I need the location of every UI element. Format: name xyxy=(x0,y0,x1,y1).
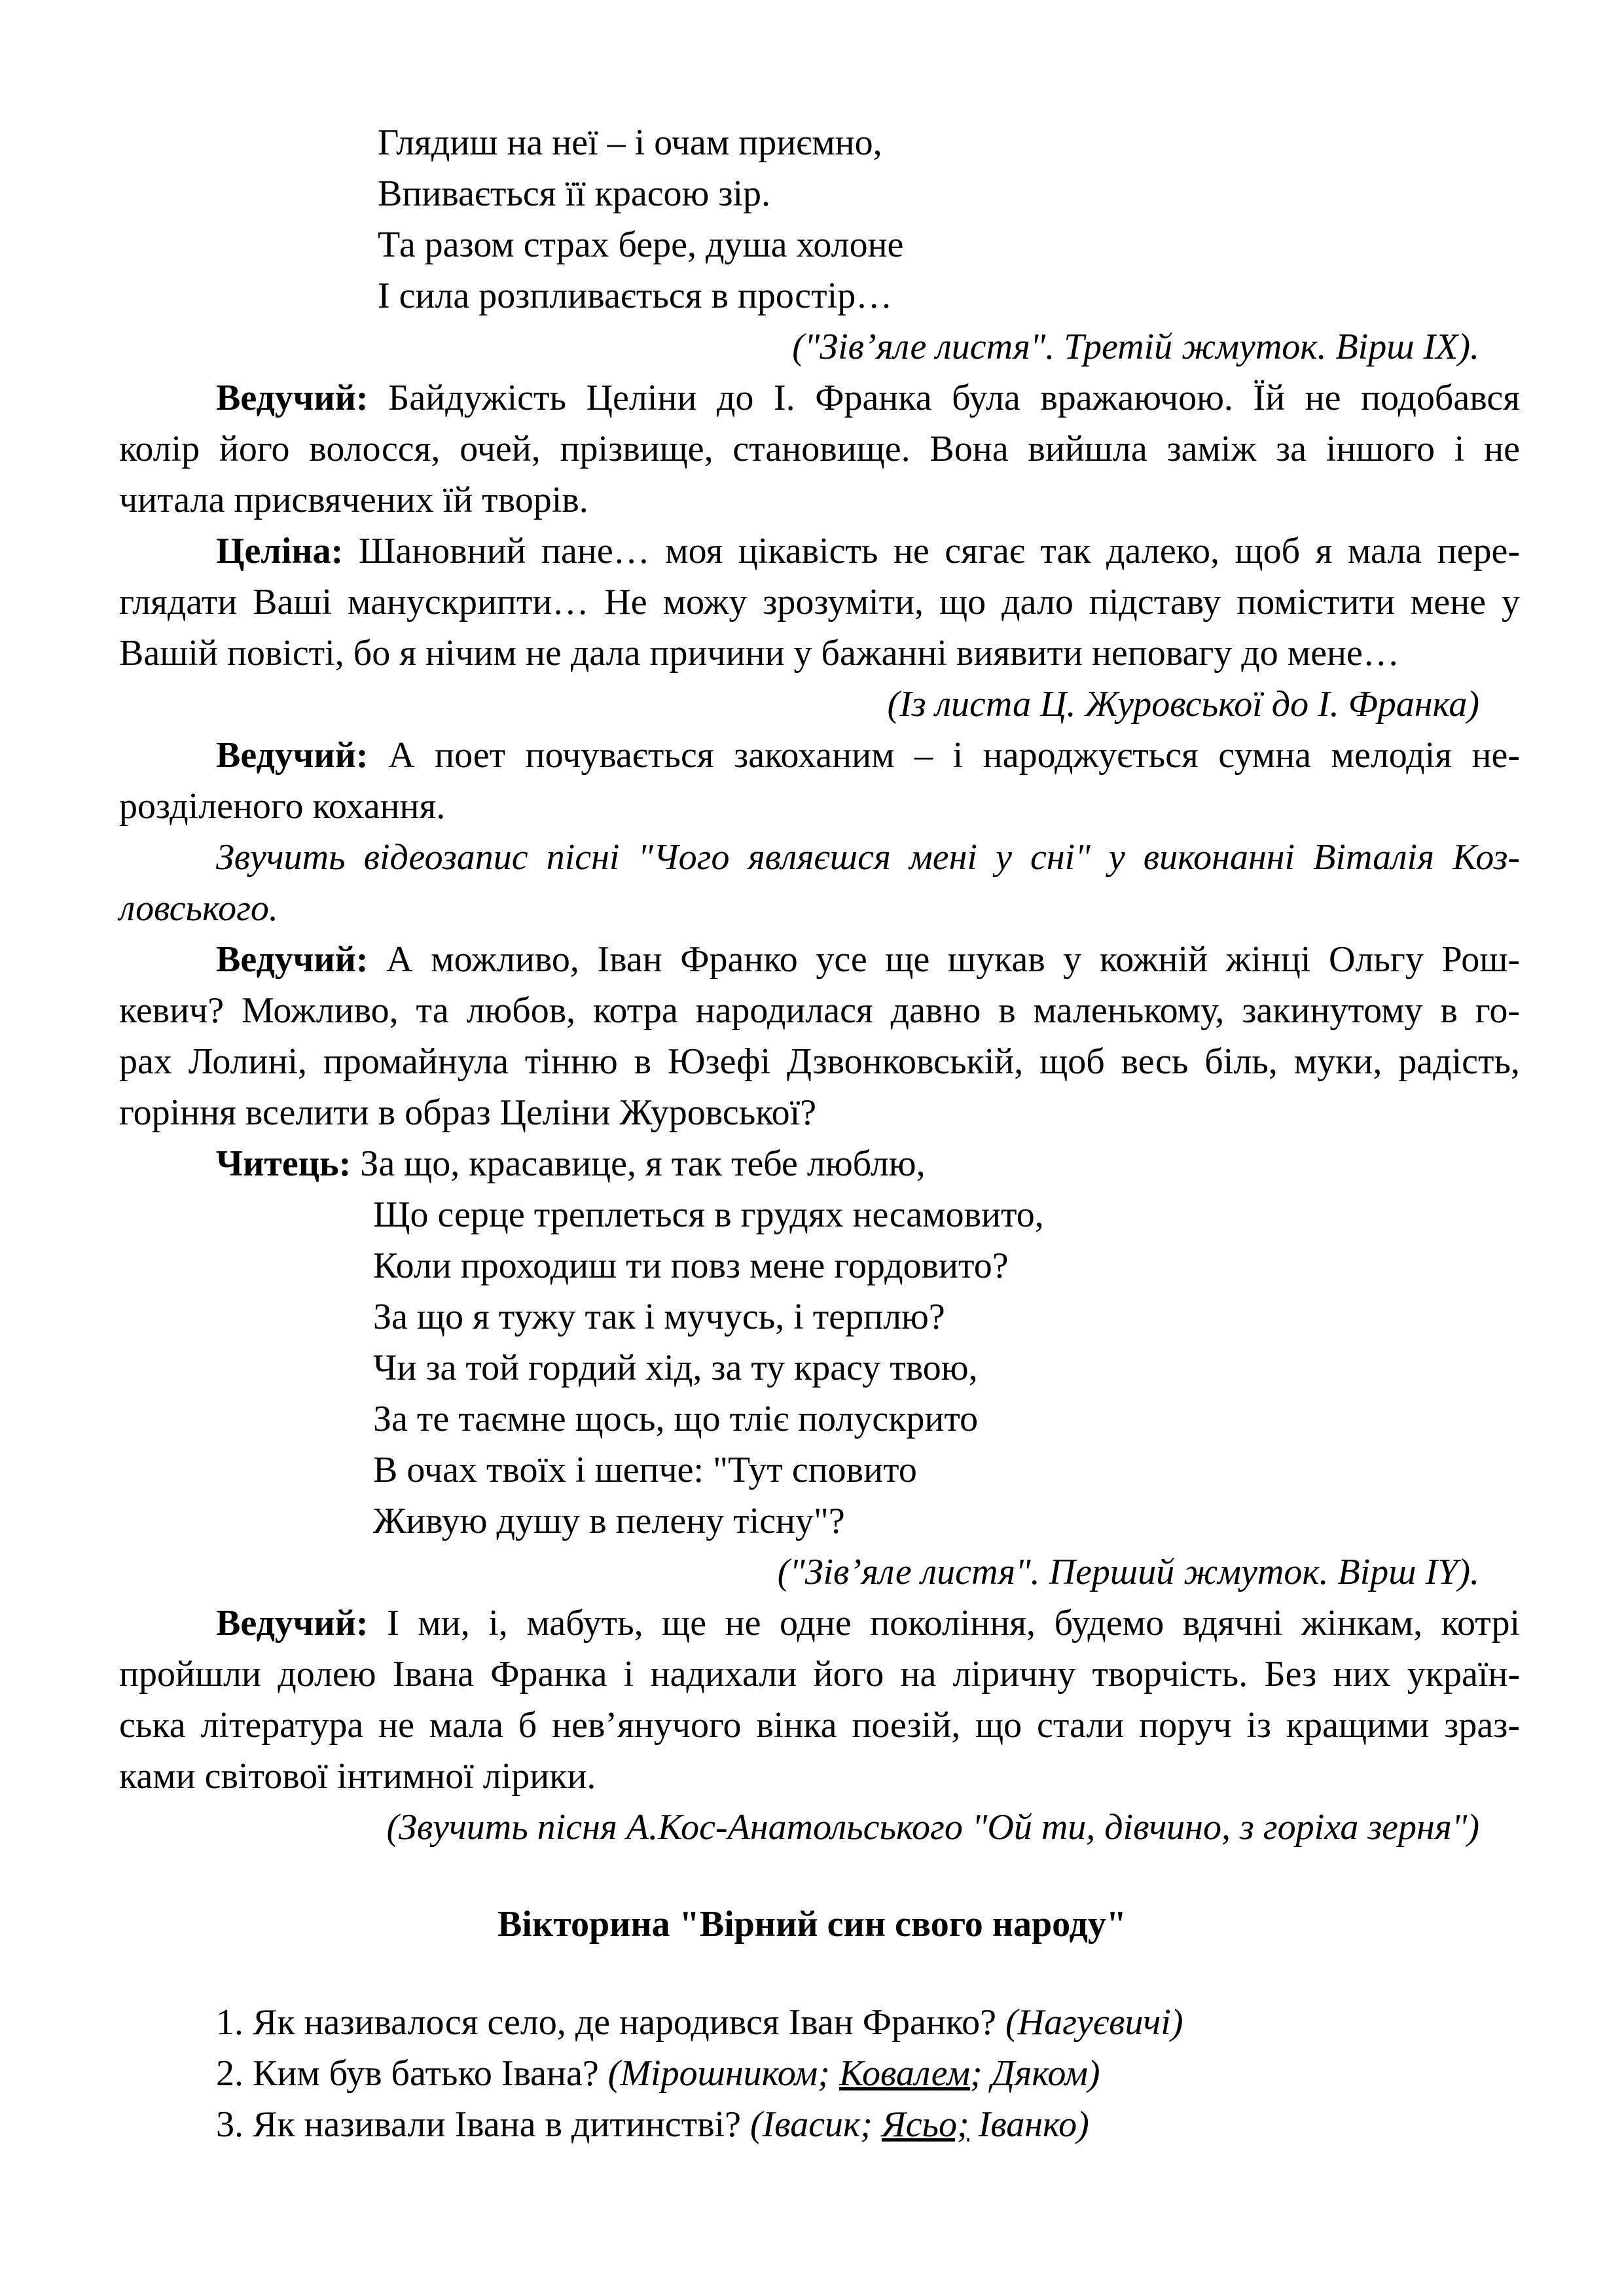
poem-line: Що серце треплеться в грудях несамовито, xyxy=(373,1194,1044,1235)
question-text: 2. Ким був батько Івана? xyxy=(216,2053,599,2094)
paragraph-line: пройшли долею Івана Франка і надихали його на ліричну творчість. Без них україн- xyxy=(119,1654,1520,1695)
answer-option: Іванко) xyxy=(969,2104,1089,2145)
citation: (Із листа Ц. Журовської до І. Франка) xyxy=(887,684,1479,725)
paragraph-line xyxy=(216,941,1520,978)
paragraph-line xyxy=(216,1605,1520,1641)
question-answer: (Нагуєвичі) xyxy=(1005,2002,1183,2043)
poem-line: Чи за той гордий хід, за ту красу твою, xyxy=(373,1348,978,1388)
poem-line: Глядиш на неї – і очам приємно, xyxy=(378,122,882,163)
speaker-label: Целіна: xyxy=(216,531,344,571)
correct-answer: Ясьо; xyxy=(881,2104,969,2145)
poem-line: Та разом страх бере, душа холоне xyxy=(378,224,904,265)
paragraph-line xyxy=(216,533,1520,569)
speaker-label: Ведучий: xyxy=(216,378,369,418)
paragraph-line: глядати Ваші манускрипти… Не можу зрозуміти, що дало підставу помістити мене у xyxy=(119,582,1520,622)
paragraph-line: розділеного кохання. xyxy=(119,786,446,827)
poem-line: Коли проходиш ти повз мене гордовито? xyxy=(373,1246,1009,1286)
paragraph-line: горіння вселити в образ Целіни Журовської? xyxy=(119,1092,817,1133)
quiz-title: Вікторина "Вірний син свого народу" xyxy=(497,1904,1127,1945)
paragraph-line xyxy=(216,380,1520,416)
question-text: 3. Як називали Івана в дитинстві? xyxy=(216,2104,741,2145)
poem-line: За те таємне щось, що тліє полускрито xyxy=(373,1399,979,1439)
paragraph-line: колір його волосся, очей, прізвище, становище. Вона вийшла заміж за іншого і не xyxy=(119,429,1520,469)
paragraph-text: А можливо, Іван Франко усе ще шукав у кожній жінці Ольгу Рош- xyxy=(386,939,1521,980)
speaker-label: Ведучий: xyxy=(216,1603,369,1643)
citation: (Звучить пісня А.Кос-Анатольського "Ой ти, дівчино, з горіха зерня") xyxy=(386,1807,1479,1848)
poem-line: Живую душу в пелену тісну"? xyxy=(373,1501,845,1541)
reader-line xyxy=(216,1145,926,1182)
paragraph-line: читала присвячених їй творів. xyxy=(119,480,588,520)
paragraph-text: І ми, і, мабуть, ще не одне покоління, будемо вдячні жінкам, котрі xyxy=(387,1603,1521,1643)
poem-line: В очах твоїх і шепче: "Тут сповито xyxy=(373,1450,917,1490)
speaker-label: Ведучий: xyxy=(216,939,369,980)
quiz-question-1 xyxy=(216,2004,1183,2041)
poem-line: За що я тужу так і мучусь, і терплю? xyxy=(373,1297,945,1337)
paragraph-line xyxy=(216,737,1520,774)
question-text: 1. Як називалося село, де народився Іван Франко? xyxy=(216,2002,997,2043)
poem-line: За що, красавице, я так тебе люблю, xyxy=(360,1143,926,1184)
answer-option: (Мірошником; xyxy=(607,2053,830,2094)
speaker-label: Читець: xyxy=(216,1143,352,1184)
poem-line: Впивається її красою зір. xyxy=(378,173,771,214)
paragraph-line: кевич? Можливо, та любов, котра народилася давно в маленькому, закинутому в го- xyxy=(119,990,1520,1031)
paragraph-line: Вашій повісті, бо я нічим не дала причини у бажанні виявити неповагу до мене… xyxy=(119,633,1399,673)
answer-option: (Івасик; xyxy=(749,2104,873,2145)
quiz-question-3 xyxy=(216,2106,1089,2143)
paragraph-line: ська література не мала б нев’янучого вінка поезій, що стали поруч із кращими зраз- xyxy=(119,1705,1520,1746)
citation: ("Зів’яле листя". Перший жмуток. Вірш ІY). xyxy=(777,1552,1479,1592)
paragraph-line: ками світової інтимної лірики. xyxy=(119,1756,596,1797)
paragraph-text: Байдужість Целіни до І. Франка була вражаючою. Їй не подобався xyxy=(388,378,1521,418)
speaker-label: Ведучий: xyxy=(216,735,369,776)
stage-note-line: ловського. xyxy=(119,888,278,929)
poem-line: І сила розпливається в простір… xyxy=(378,276,893,316)
paragraph-text: Шановний пане… моя цікавість не сягає так далеко, щоб я мала пере- xyxy=(358,531,1521,571)
citation: ("Зів’яле листя". Третій жмуток. Вірш ІХ). xyxy=(792,327,1479,367)
paragraph-text: А поет почувається закоханим – і народжується сумна мелодія не- xyxy=(388,735,1521,776)
correct-answer: Ковалем xyxy=(839,2053,970,2094)
answer-option: ; Дяком) xyxy=(969,2053,1100,2094)
stage-note-line: Звучить відеозапис пісні "Чого являєшся мені у сні" у виконанні Віталія Коз- xyxy=(216,837,1520,878)
paragraph-line: рах Лолині, промайнула тінню в Юзефі Дзвонковській, щоб весь біль, муки, радість, xyxy=(119,1041,1520,1082)
quiz-question-2 xyxy=(216,2055,1100,2092)
